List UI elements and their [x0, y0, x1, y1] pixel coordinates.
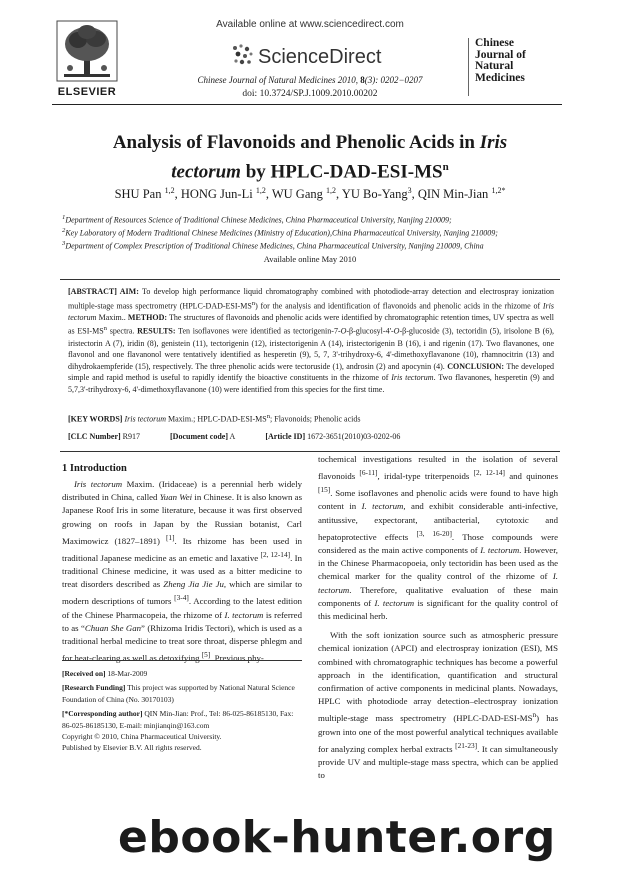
citation[interactable]: [21-23]: [455, 740, 478, 750]
cover-line: Chinese: [475, 37, 514, 49]
author[interactable]: QIN Min-Jian $^{1,2*}$: [417, 186, 506, 202]
corresponding-author: [*Corresponding author] QIN Min-Jian: Prof., Tel: 86-025-86185130, Fax: 86-025-86185130, E-mail: minjianqin@163.com: [62, 709, 294, 730]
research-funding: [Research Funding] This project was supported by National Natural Science Foundation of China (No. 30170103): [62, 683, 295, 704]
affiliation: $^1$Department of Resources Science of Traditional Chinese Medicines, China Pharmaceutical University, Nanjing 210009;: [62, 214, 452, 225]
paragraph: Iris tectorum Maxim. (Iridaceae) is a perennial herb widely distributed in China, called Yuan Wei in Chinese. It is also known as Japanese Roof Iris in some literature, because it was first observed growing on roofs in Japan by the Russian botanist, Carl Maximowicz (1827–1891) [1]. Its rhizome has been used in traditional Japanese medicine as an emetic and laxative [2, 12-14]. In traditional Chinese medicine, it was used as a bitter medicine to treat disorders described as Zheng Jia Jie Ju, which are similar to modern descriptions of tumors [3-4]. According to the latest edition of the Chinese Pharmacopeia, the rhizome of I. tectorum is referred to as “Chuan She Gan” (Rhizoma Iridis Tectori), which is used as a traditional herbal medicine to treat sore throat, disperse phlegm and for heat-clearing as well as detoxifying [5]. Previous phy-: [62, 479, 302, 664]
title-superscript: n: [442, 161, 449, 173]
journal-cover-title: [468, 38, 548, 96]
footnote-rule: [62, 660, 302, 661]
affiliation: $^3$Department of Complex Prescription of Traditional Chinese Medicines, China Pharmaceutical University, Nanjing 210009, China: [62, 240, 484, 251]
keywords: [KEY WORDS] Iris tectorum Maxim.; HPLC-$DAD-ESI-MS^n$; Flavonoids; Phenolic acids: [68, 413, 361, 424]
journal-citation: [150, 75, 470, 85]
paragraph: With the soft ionization source such as atmospheric pressure chemical ionization (APCI) and electrospray ionization (ESI), MS combined with chromatographic techniques has become a powerful approach in the identification, quantification and structural confirmation of active components in medicinal plants. Nowadays, HPLC with photodiode array detection–electrospray ionization multiple-stage mass spectrometry $(HPLC-DAD-ESI-MS^n)$ has grown into one of the most powerful analytical techniques available for analyzing complex herbal extracts [21-23]. It can simultaneously provide UV and multiple-stage mass spectra, which can be applied to: [318, 630, 558, 781]
journal-pages: (3): 0202−0207: [364, 75, 423, 85]
citation[interactable]: [3, 16-20]: [416, 528, 452, 538]
document-code: [Document code] A: [170, 432, 236, 441]
header-divider: [52, 104, 562, 105]
body-right-column: [318, 453, 558, 782]
sciencedirect-dots-icon: [230, 42, 256, 68]
citation[interactable]: [15]: [318, 485, 331, 495]
title-text-2: by HPLC-DAD-ESI-MS: [240, 161, 443, 183]
available-online-link[interactable]: Available online at www.sciencedirect.com: [216, 19, 404, 30]
publisher-name: ELSEVIER: [57, 86, 117, 98]
affiliation: $^2$Key Laboratory of Modern Traditional Chinese Medicines (Ministry of Education),China Pharmaceutical University, Nanjing 210009;: [62, 227, 498, 238]
author[interactable]: WU Gang $^{1,2}$: [271, 186, 337, 202]
author-list: SHU Pan $^{1,2}$, HONG Jun-Li $^{1,2}$, WU Gang $^{1,2}$, YU Bo-Yang$^3$, QIN Min-Jian $^{1,2*}$: [114, 186, 506, 202]
clc-number: [CLC Number] R917: [68, 432, 141, 441]
abstract-top-rule: [60, 279, 560, 280]
paragraph: tochemical investigations resulted in the isolation of several flavonoids [6-11], iridal-type triterpenoids [2, 12-14] and quinones [15]. Some isoflavones and phenolic acids were found to have high content in I. tectorum, and exhibit considerable anti-infective, antitussive, expectorant, antibacterial, cytotoxic and hepatoprotective effects [3, 16-20]. Those compounds were considered as the main active components of I. tectorum. However, in the Chinese Pharmacopoeia, only tectoridin has been used as the chemical marker for the quality control of the rhizome of I. tectorum. Therefore, qualitative evaluation of these main components of I. tectorum is significant for the quality control of this medicinal herb.: [318, 454, 558, 621]
citation[interactable]: [5]: [201, 650, 211, 660]
available-online-date: Available online May 2010: [263, 254, 357, 264]
article-id: [Article ID] 1672-3651(2010)03-0202-06: [265, 432, 401, 441]
author[interactable]: SHU Pan $^{1,2}$: [114, 186, 175, 202]
article-metadata: [68, 432, 554, 441]
section-heading: 1 Introduction: [62, 463, 127, 474]
citation[interactable]: [2, 12-14]: [260, 549, 291, 559]
abstract-label: [ABSTRACT] AIM:: [68, 287, 139, 296]
article-title: [60, 131, 560, 184]
received-date: [Received on] 18-Mar-2009: [62, 669, 148, 678]
citation[interactable]: [1]: [165, 532, 175, 542]
citation[interactable]: [6-11]: [359, 468, 378, 478]
body-left-column: [62, 478, 302, 665]
journal-volume: 8: [360, 75, 365, 85]
title-text: Analysis of Flavonoids and Phenolic Acids in: [112, 132, 480, 153]
journal-year: 2010,: [337, 75, 358, 85]
abstract-bottom-rule: [60, 451, 560, 452]
conclusion-label: CONCLUSION:: [447, 361, 505, 371]
author[interactable]: HONG Jun-Li $^{1,2}$: [180, 186, 266, 202]
footnotes: [62, 668, 302, 757]
copyright: Copyright © 2010, China Pharmaceutical University.: [62, 732, 222, 742]
doi[interactable]: doi: 10.3724/SP.J.1009.2010.00202: [242, 89, 378, 99]
cover-line: Natural: [475, 60, 514, 72]
title-species-genus: Iris: [479, 132, 508, 153]
citation[interactable]: [3-4]: [174, 593, 189, 603]
elsevier-tree-logo: [56, 20, 118, 82]
results-label: RESULTS:: [137, 327, 176, 337]
journal-name: Chinese Journal of Natural Medicines: [197, 75, 336, 85]
author[interactable]: YU Bo-Yang$^3$: [341, 186, 412, 202]
abstract: [ABSTRACT] AIM: To develop high performance liquid chromatography combined with photodiode-array detection and electrospray ionization multiple-stage mass spectrometry $(HPLC-DAD-ESI-MS^n)$ for the analysis and identification of flavonoids and phenolic acids in the rhizome of Iris tectorum Maxim.. METHOD: The structures of flavonoids and phenolic acids were identified by chromatographic retention times, UV spectra as well as ESI-$MS^n$ spectra. RESULTS: Ten isoflavones were identified as tectorigenin-7-O-β-glucosyl-4'-O-β-glucoside (3), tectoridin (5), irisolone B (6), iristectorin A (7), iridin (8), genistein (11), tectorigenin (12), iristectorigenin A (14), iristectorigenin B (16), i and rigenin (17). Two flavanones, one flavonol and one flavanonol were tentatively identified as hesperetin (9), 5, 7, 3'-trihydroxy-6, 4'-dimethoxyflavanone (10), rhamnocitrin (13) and dihydrokaempferide (15), respectively. The three phenolic acids were tectoruside (1), androsin (2) and apocynin (4). CONCLUSION: The developed simple and rapid method is useful to rapidly identify the bioactive constituents in the rhizome of Iris tectorum. Two flavanones, hesperetin (9) and 5,7,3'-trihydroxy-6, 4'-dimethoxyflavanone (10) were identified from this species for the first time.: [68, 287, 555, 395]
watermark-text: ebook-hunter.org: [118, 812, 556, 863]
publisher-rights: Published by Elsevier B.V. All rights reserved.: [62, 743, 202, 753]
method-label: METHOD:: [127, 312, 168, 322]
sciencedirect-wordmark: ScienceDirect: [258, 46, 382, 68]
citation[interactable]: [2, 12-14]: [473, 468, 505, 478]
cover-line: Medicines: [475, 71, 525, 84]
cover-line: Journal of: [475, 48, 526, 61]
title-species-epithet: tectorum: [171, 161, 241, 183]
